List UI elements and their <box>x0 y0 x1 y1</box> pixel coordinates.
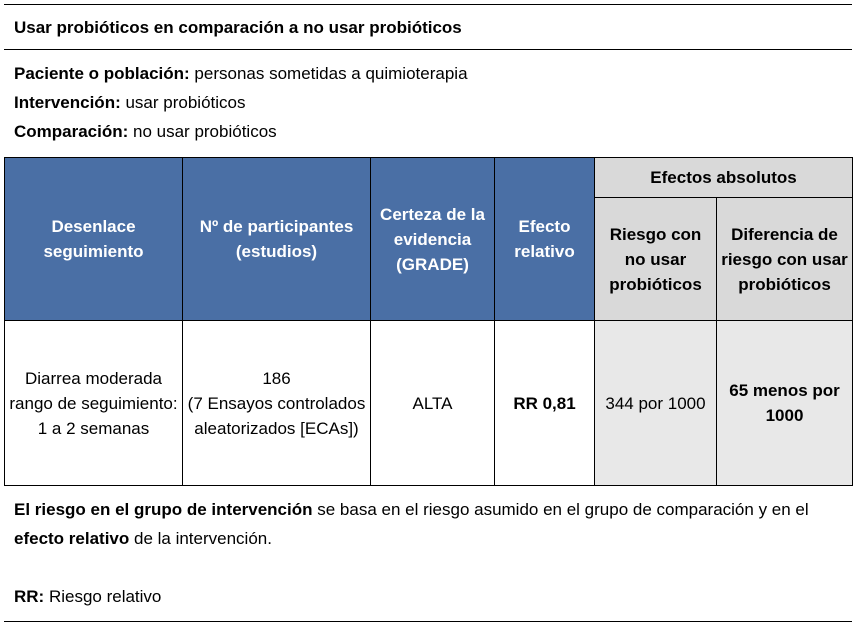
abbrev-value: Riesgo relativo <box>44 587 162 606</box>
bottom-rule <box>4 621 852 622</box>
comparison-value: no usar probióticos <box>128 122 277 141</box>
population-label: Paciente o población: <box>14 64 190 83</box>
cell-outcome: Diarrea moderada rango de seguimiento: 1 a 2 semanas <box>5 321 183 486</box>
header-participants: Nº de participantes (estudios) <box>183 158 371 321</box>
footnote-text-2: de la intervención. <box>129 529 272 548</box>
population-value: personas sometidas a quimioterapia <box>189 64 468 83</box>
header-outcome: Desenlace seguimiento <box>5 158 183 321</box>
comparison-label: Comparación: <box>14 122 129 141</box>
top-rule <box>4 4 852 5</box>
cell-certainty: ALTA <box>371 321 495 486</box>
intervention-label: Intervención: <box>14 93 121 112</box>
footnote-text-1: se basa en el riesgo asumido en el grupo de comparación y en el <box>312 500 809 519</box>
participants-studies: (7 Ensayos controlados aleatorizados [ECAs]) <box>187 393 366 438</box>
header-relative-effect: Efecto relativo <box>495 158 595 321</box>
cell-risk-difference: 65 menos por 1000 <box>717 321 853 486</box>
header-absolute-effects: Efectos absolutos <box>595 158 853 198</box>
page-title: Usar probióticos en comparación a no usar probióticos <box>14 18 462 37</box>
cell-relative-effect: RR 0,81 <box>495 321 595 486</box>
cell-risk-without: 344 por 1000 <box>595 321 717 486</box>
abbrev-label: RR: <box>14 587 45 606</box>
comparison-line <box>14 122 277 142</box>
header-risk-difference: Diferencia de riesgo con usar probióticos <box>717 198 853 321</box>
intervention-line <box>14 93 245 113</box>
footnote-bold-1: El riesgo en el grupo de intervención <box>14 500 313 519</box>
footnote-abbreviation <box>14 582 161 611</box>
title-rule <box>4 49 852 50</box>
intervention-value: usar probióticos <box>120 93 246 112</box>
participants-count: 186 <box>262 368 291 388</box>
cell-participants <box>183 321 371 486</box>
header-certainty: Certeza de la evidencia (GRADE) <box>371 158 495 321</box>
footnote-bold-2: efecto relativo <box>14 529 130 548</box>
header-risk-without: Riesgo con no usar probióticos <box>595 198 717 321</box>
population-line <box>14 64 468 84</box>
table-row <box>5 321 853 486</box>
summary-of-findings-table <box>4 157 853 486</box>
footnote-risk <box>14 495 834 553</box>
